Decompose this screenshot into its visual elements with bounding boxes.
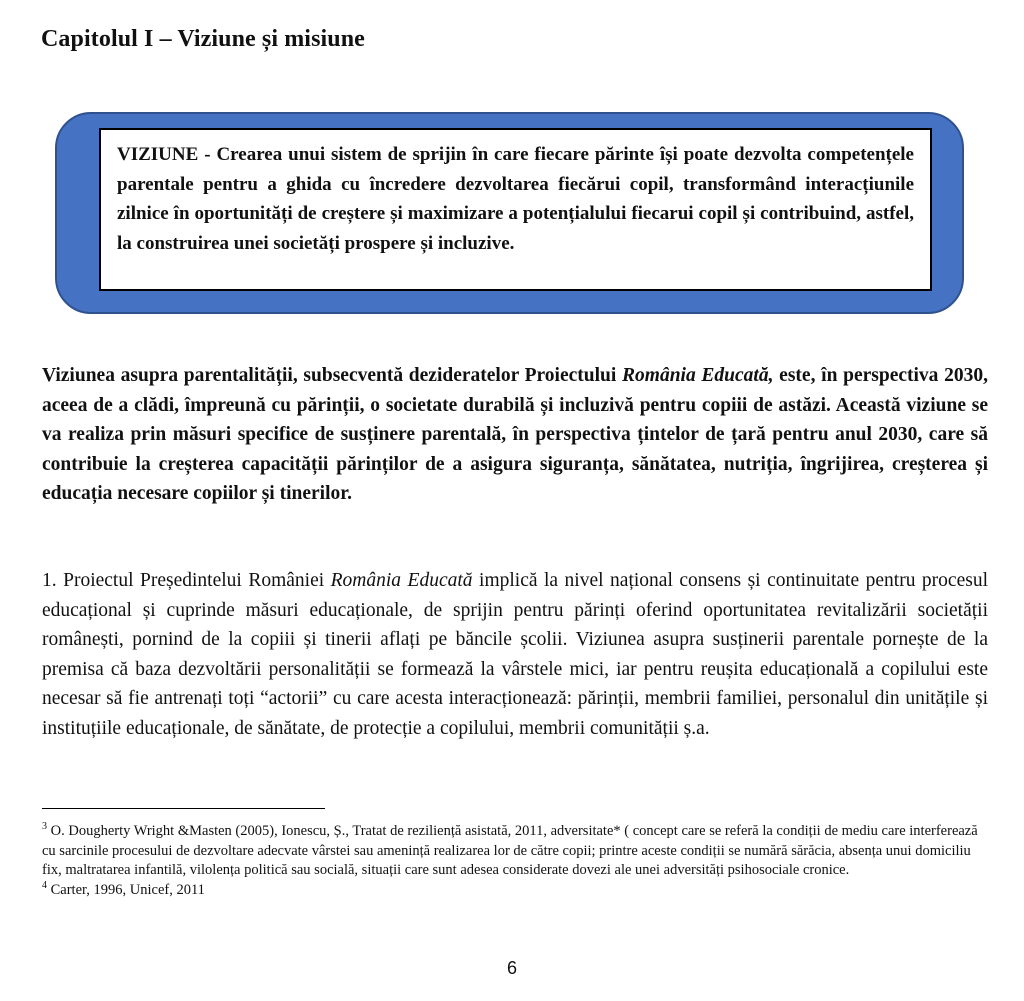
footnote-text: O. Dougherty Wright &Masten (2005), Ionescu, Ș., Tratat de reziliență asistată, 2011, adversitate* ( concept care se referă la condiții de mediu care interferează cu sarcinile procesului de dezvoltare adecvate vârstei sau amenință realizarea lor de către copii; printre aceste condiții se numără sărăcia, absența unui domiciliu fix, maltratarea infantilă, vilolența politică sau socială, situații care sunt adesea considerate dovezi ale unei adversități psihosociale cronice.	[42, 823, 978, 878]
footnote-3	[42, 822, 988, 881]
numbered-paragraph-1-part1: 1. Proiectul Președintelui României	[42, 570, 331, 591]
page-number: 6	[506, 958, 517, 978]
vision-paragraph-part2: este, în perspectiva 2030, aceea de a clădi, împreună cu părinții, o societate durabilă și incluzivă pentru copiii de astăzi. Această viziune se va realiza prin măsuri specifice de susținere parentală, în perspectiva țintelor de țară pentru anul 2030, care să contribuie la creșterea capacității părinților de a asigura siguranța, sănătatea, nutriția, îngrijirea, creșterea și educația necesare copiilor și tinerilor.	[42, 365, 989, 504]
vision-text: VIZIUNE - Crearea unui sistem de sprijin în care fiecare părinte își poate dezvolta competențele parentale pentru a ghida cu încredere dezvoltarea fiecărui copil, transformând interacțiunile zilnice în oportunități de creștere și maximizare a potențialului fiecarui copil și contribuind, astfel, la construirea unei societăți prospere și incluzive.	[117, 144, 914, 254]
vision-paragraph-part1: Viziunea asupra parentalității, subsecventă dezideratelor Proiectului	[42, 365, 623, 386]
footnote-4	[42, 881, 988, 901]
footnote-marker: 4	[42, 879, 47, 891]
footnote-separator	[42, 808, 325, 809]
footnotes	[42, 822, 988, 900]
vision-paragraph-emphasis: România Educată,	[622, 365, 774, 386]
numbered-paragraph-1	[42, 566, 988, 743]
footnote-marker: 3	[42, 821, 47, 833]
vision-paragraph	[42, 361, 988, 509]
numbered-paragraph-1-emphasis: România Educată	[330, 570, 473, 591]
chapter-title: Capitolul I – Viziune și misiune	[41, 26, 365, 52]
vision-box	[99, 128, 932, 291]
footnote-text: Carter, 1996, Unicef, 2011	[47, 881, 205, 898]
numbered-paragraph-1-part2: implică la nivel național consens și continuitate pentru procesul educațional și cuprinde măsuri educaționale, de sprijin pentru părinți oferind oportunitatea revitalizării societății românești, pornind de la copiii și tinerii aflați pe băncile școlii. Viziunea asupra susținerii parentale pornește de la premisa că baza dezvoltării personalității se formează la vârstele mici, iar pentru reușita educațională a copilului este necesar să fie antrenați toți “actorii” cu care acesta interacționează: părinții, membrii familiei, personalul din unitățile și instituțiile educaționale, de sănătate, de protecție a copilului, membrii comunității ș.a.	[42, 570, 988, 739]
